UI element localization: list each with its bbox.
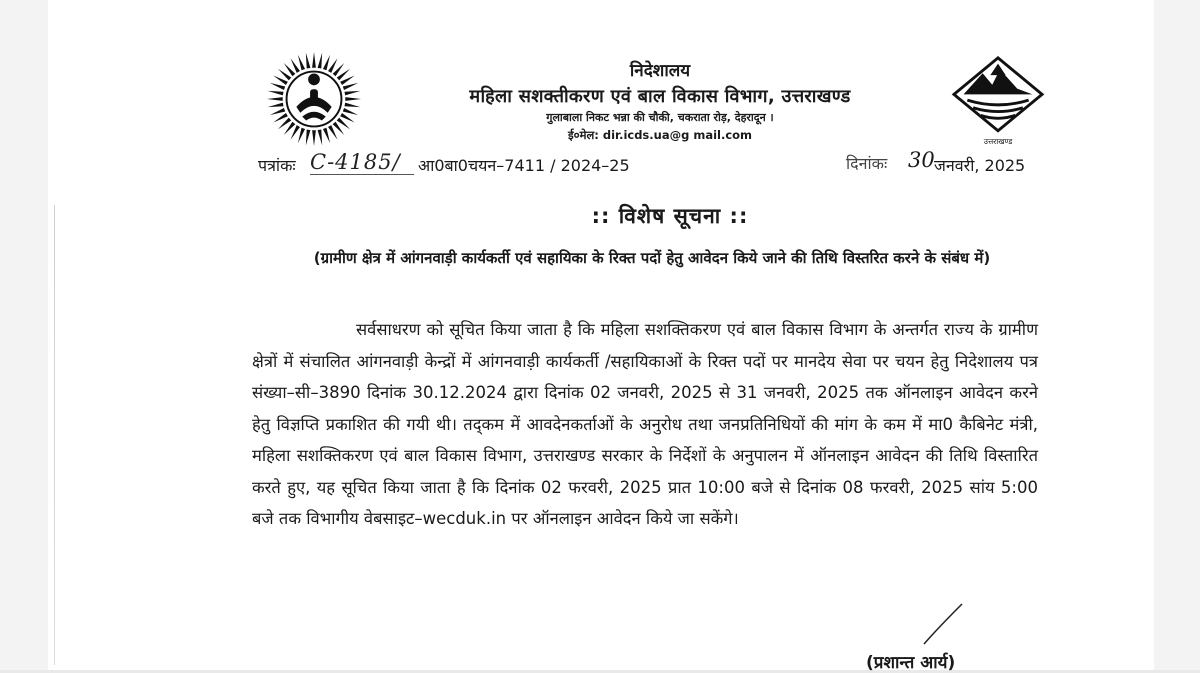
notice-body bbox=[252, 314, 1038, 535]
scan-left-margin bbox=[0, 0, 48, 670]
reference-number: आ0बा0चयन–7411 / 2024–25 bbox=[418, 156, 630, 175]
emblem-caption: उत्तराखण्ड bbox=[983, 137, 1013, 147]
department-name: महिला सशक्तीकरण एवं बाल विकास विभाग, उत्तराखण्ड bbox=[469, 86, 851, 107]
department-email: ई०मेल: dir.icds.ua@g mail.com bbox=[567, 128, 753, 142]
date-handwritten-day: 30 bbox=[908, 148, 935, 172]
reference-label: पत्रांकः bbox=[258, 156, 296, 175]
reference-underline bbox=[310, 174, 414, 175]
department-address: गुलाबाला निकट भन्ना की चौकी, चकराता रोड़, देहरादून । bbox=[546, 111, 774, 124]
date-month-year: जनवरी, 2025 bbox=[934, 156, 1026, 175]
scan-fold-line bbox=[54, 205, 55, 665]
icds-emblem-icon bbox=[265, 50, 363, 148]
signatory-name: (प्रशान्त आर्य) bbox=[866, 653, 956, 673]
reference-handwritten-number: C-4185/ bbox=[310, 150, 401, 174]
notice-subject: (ग्रामीण क्षेत्र में आंगनवाड़ी कार्यकर्ती एवं सहायिका के रिक्त पदों हेतु आवेदन किये जाने की तिथि विस्तरित करने के संबंध में) bbox=[313, 249, 991, 267]
date-label: दिनांकः bbox=[846, 154, 888, 173]
scan-right-margin bbox=[1154, 0, 1200, 670]
directorate-label: निदेशालय bbox=[629, 61, 691, 81]
uttarakhand-emblem-icon bbox=[950, 56, 1046, 148]
notice-title: :: विशेष सूचना :: bbox=[591, 204, 749, 228]
signature-mark bbox=[918, 600, 968, 650]
reference-row bbox=[258, 148, 1058, 180]
notice-body-text: सर्वसाधरण को सूचित किया जाता है कि महिला सशक्तिकरण एवं बाल विकास विभाग के अन्तर्गत राज्य के ग्रामीण क्षेत्रों में संचालित आंगनवाड़ी केन्द्रों में आंगनवाड़ी कार्यकर्ती /सहायिकाओं के रिक्त पदों पर मानदेय सेवा पर चयन हेतु निदेशालय पत्र संख्या–सी–3890 दिनांक 30.12.2024 द्वारा दिनांक 02 जनवरी, 2025 से 31 जनवरी, 2025 तक ऑनलाइन आवेदन करने हेतु विज्ञप्ति प्रकाशित की गयी थी। तद्‌कम में आवदेनकर्ताओं के अनुरोध तथा जनप्रतिनिधियों की मांग के कम में मा0 कैबिनेट मंत्री, महिला सशक्तिकरण एवं बाल विकास विभाग, उत्तराखण्ड सरकार के निर्देशों के अनुपालन में ऑनलाइन आवेदन की तिथि विस्तारित करते हुए, यह सूचित किया जाता है कि दिनांक 02 फरवरी, 2025 प्रात 10:00 बजे से दिनांक 08 फरवरी, 2025 सांय 5:00 बजे तक विभागीय वेबसाइट–wecduk.in पर ऑनलाइन आवेदन किये जा सकेंगे। bbox=[252, 320, 1038, 528]
